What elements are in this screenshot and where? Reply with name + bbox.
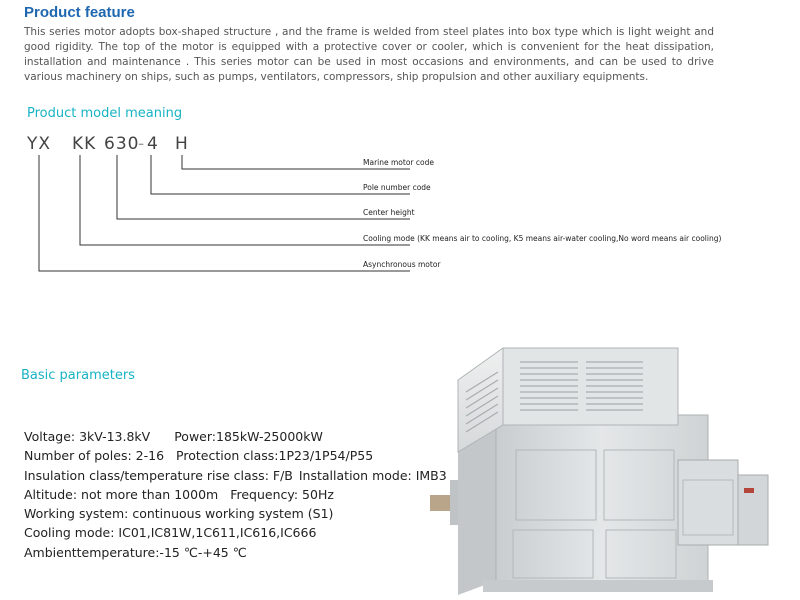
code-kk: KK [72, 134, 97, 154]
code-yx: YX [27, 134, 52, 154]
param-line-altitude-frequency [24, 485, 447, 504]
code-dash: - [138, 134, 146, 154]
param-frequency: Frequency: 50Hz [230, 486, 334, 502]
param-poles: Number of poles: 2-16 [24, 448, 165, 464]
label-center-height: Center height [363, 208, 415, 217]
label-marine-motor-code: Marine motor code [363, 158, 434, 167]
label-pole-number-code: Pole number code [363, 183, 431, 192]
param-installation: Installation mode: IMB3 [298, 467, 447, 483]
basic-parameters-title: Basic parameters [21, 368, 135, 383]
code-h: H [175, 134, 189, 154]
model-meaning-title: Product model meaning [27, 106, 183, 121]
parameters-list [24, 427, 447, 562]
param-power: Power:185kW-25000kW [174, 429, 323, 444]
param-line-voltage-power [24, 427, 447, 446]
param-line-poles-protection [24, 446, 447, 465]
motor-product-image [428, 340, 778, 595]
code-4: 4 [147, 134, 159, 154]
param-voltage: Voltage: 3kV-13.8kV [24, 429, 151, 444]
product-feature-description: This series motor adopts box-shaped structure , and the frame is welded from steel plates into box type which is light weight and good rigidity. The top of the motor is equipped with a protective cover or cooler, which is convenient for the heat dissipation, installation and maintenance . This series motor can be used in most occasions and environments, and can be used to drive various machinery on ships, such as pumps, ventilators, compressors, ship propulsion and other auxiliary equipments. [24, 26, 714, 83]
param-ambient-temperature: Ambienttemperature:-15 ℃-+45 ℃ [24, 544, 247, 560]
param-line-insulation-installation [24, 466, 447, 485]
code-630: 630 [104, 134, 140, 154]
param-altitude: Altitude: not more than 1000m [24, 486, 219, 502]
param-cooling-mode: Cooling mode: IC01,IC81W,1C611,IC616,IC666 [24, 525, 317, 541]
label-asynchronous-motor: Asynchronous motor [363, 260, 441, 269]
param-protection: Protection class:1P23/1P54/P55 [176, 448, 374, 464]
param-insulation: Insulation class/temperature rise class: F/B [24, 467, 293, 483]
param-working-system: Working system: continuous working system (S1) [24, 506, 334, 522]
product-feature-title: Product feature [24, 4, 135, 21]
label-cooling-mode: Cooling mode (KK means air to cooling, K5 means air-water cooling,No word means air cooling) [363, 234, 722, 243]
